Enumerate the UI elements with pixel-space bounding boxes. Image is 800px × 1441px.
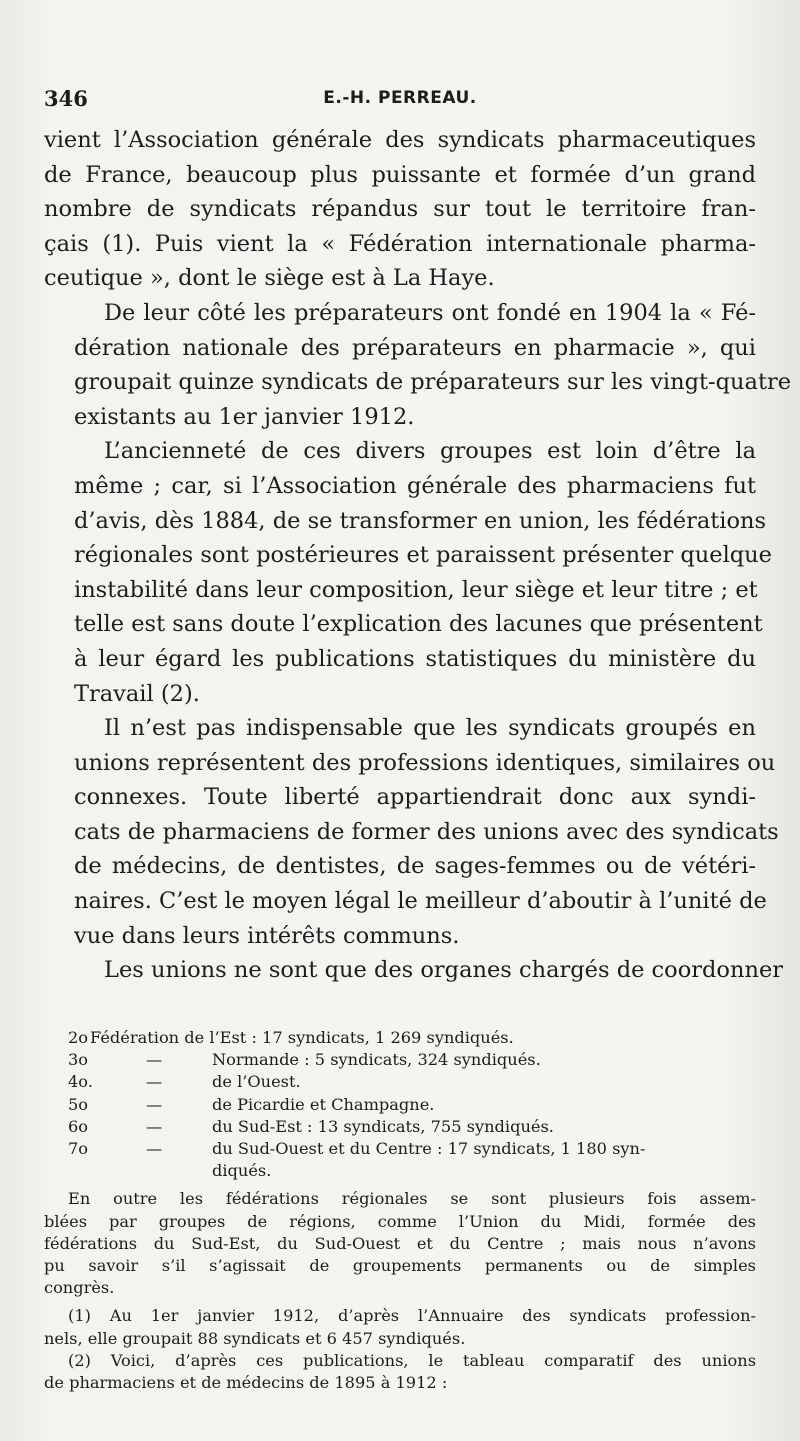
federation-item bbox=[44, 1116, 756, 1138]
federation-text: du Sud-Ouest et du Centre : 17 syndicats, 1 180 syn- bbox=[212, 1138, 646, 1158]
text-line: telle est sans doute l’explication des lacunes que présentent bbox=[74, 611, 763, 638]
federation-item bbox=[44, 1049, 756, 1071]
federation-text: du Sud-Est : 13 syndicats, 755 syndiqués. bbox=[212, 1116, 554, 1136]
text-line: cats de pharmaciens de former des unions avec des syndicats bbox=[74, 818, 779, 845]
page-number: 346 bbox=[44, 86, 88, 111]
federation-continuation: diqués. bbox=[212, 1161, 272, 1181]
after-list-paragraph bbox=[44, 1188, 756, 1299]
paragraph-5 bbox=[44, 953, 784, 988]
federation-number: 3o bbox=[68, 1050, 89, 1070]
notes-section bbox=[44, 1027, 756, 1394]
text-line: pu savoir s’il s’agissait de groupements permanents ou de simples bbox=[44, 1255, 756, 1275]
federation-number: 5o bbox=[68, 1094, 89, 1114]
federation-item bbox=[44, 1138, 756, 1160]
text-line: Travail (2). bbox=[74, 680, 200, 707]
page-header bbox=[44, 86, 756, 116]
federation-text: de Picardie et Champagne. bbox=[212, 1094, 435, 1114]
federation-item bbox=[44, 1071, 756, 1093]
federation-item bbox=[44, 1094, 756, 1116]
text-line: Il n’est pas indispensable que les syndicats groupés en bbox=[104, 715, 756, 742]
federation-number: 2o bbox=[68, 1028, 89, 1047]
paragraph-2 bbox=[44, 296, 792, 434]
federation-number: 6o bbox=[68, 1116, 89, 1136]
paragraph-3 bbox=[44, 434, 772, 711]
ditto-dash: — bbox=[146, 1094, 163, 1114]
text-line: dération nationale des préparateurs en pharmacie », qui bbox=[74, 334, 756, 361]
text-line: L’ancienneté de ces divers groupes est loin d’être la bbox=[104, 438, 756, 465]
text-line: ceutique », dont le siège est à La Haye. bbox=[44, 265, 495, 292]
footnote-1 bbox=[44, 1305, 756, 1349]
federation-number: 4o. bbox=[68, 1072, 93, 1092]
paragraph-1 bbox=[44, 123, 756, 296]
text-line: (2) Voici, d’après ces publications, le tableau comparatif des unions bbox=[68, 1350, 756, 1370]
federation-number: 7o bbox=[68, 1138, 89, 1158]
text-line: fédérations du Sud-Est, du Sud-Ouest et du Centre ; mais nous n’avons bbox=[44, 1233, 756, 1253]
main-text bbox=[44, 123, 792, 988]
text-line: vue dans leurs intérêts communs. bbox=[74, 922, 460, 949]
text-line: (1) Au 1er janvier 1912, d’après l’Annuaire des syndicats profession- bbox=[68, 1306, 756, 1326]
federation-text: de l’Ouest. bbox=[212, 1072, 301, 1092]
ditto-dash: — bbox=[146, 1050, 163, 1070]
text-line: çais (1). Puis vient la « Fédération internationale pharma- bbox=[44, 230, 756, 257]
text-line: groupait quinze syndicats de préparateurs sur les vingt-quatre bbox=[74, 369, 792, 396]
text-line: unions représentent des professions identiques, similaires ou bbox=[74, 749, 776, 776]
footnote-2 bbox=[44, 1350, 756, 1394]
federation-item bbox=[44, 1027, 756, 1049]
text-line: de pharmaciens et de médecins de 1895 à 1912 : bbox=[44, 1372, 448, 1392]
text-line: régionales sont postérieures et paraissent présenter quelque bbox=[74, 542, 772, 569]
text-line: même ; car, si l’Association générale des pharmaciens fut bbox=[74, 472, 756, 499]
text-line: vient l’Association générale des syndicats pharmaceutiques bbox=[44, 127, 756, 153]
paragraph-4 bbox=[44, 711, 779, 953]
text-line: naires. C’est le moyen légal le meilleur d’aboutir à l’unité de bbox=[74, 888, 767, 915]
text-line: connexes. Toute liberté appartiendrait donc aux syndi- bbox=[74, 784, 756, 811]
federation-text: Normande : 5 syndicats, 324 syndiqués. bbox=[212, 1050, 541, 1070]
text-line: nels, elle groupait 88 syndicats et 6 457 syndiqués. bbox=[44, 1328, 466, 1348]
text-line: nombre de syndicats répandus sur tout le territoire fran- bbox=[44, 196, 756, 223]
text-line: de France, beaucoup plus puissante et formée d’un grand bbox=[44, 161, 756, 188]
ditto-dash: — bbox=[146, 1072, 163, 1092]
text-line: d’avis, dès 1884, de se transformer en union, les fédérations bbox=[74, 507, 767, 534]
ditto-dash: — bbox=[146, 1116, 163, 1136]
text-line: blées par groupes de régions, comme l’Union du Midi, formée des bbox=[44, 1211, 756, 1231]
federation-text: Fédération de l’Est : 17 syndicats, 1 269 syndiqués. bbox=[90, 1028, 514, 1047]
text-line: existants au 1er janvier 1912. bbox=[74, 403, 415, 430]
text-line: à leur égard les publications statistiques du ministère du bbox=[74, 645, 756, 672]
text-line: de médecins, de dentistes, de sages-femmes ou de vétéri- bbox=[74, 853, 756, 880]
running-title: E.-H. PERREAU. bbox=[323, 88, 477, 108]
text-line: congrès. bbox=[44, 1278, 115, 1298]
text-line: instabilité dans leur composition, leur siège et leur titre ; et bbox=[74, 576, 758, 603]
ditto-dash: — bbox=[146, 1138, 163, 1158]
text-line: Les unions ne sont que des organes chargés de coordonner bbox=[104, 957, 784, 984]
text-line: En outre les fédérations régionales se sont plusieurs fois assem- bbox=[68, 1189, 756, 1209]
text-line: De leur côté les préparateurs ont fondé en 1904 la « Fé- bbox=[104, 299, 756, 326]
